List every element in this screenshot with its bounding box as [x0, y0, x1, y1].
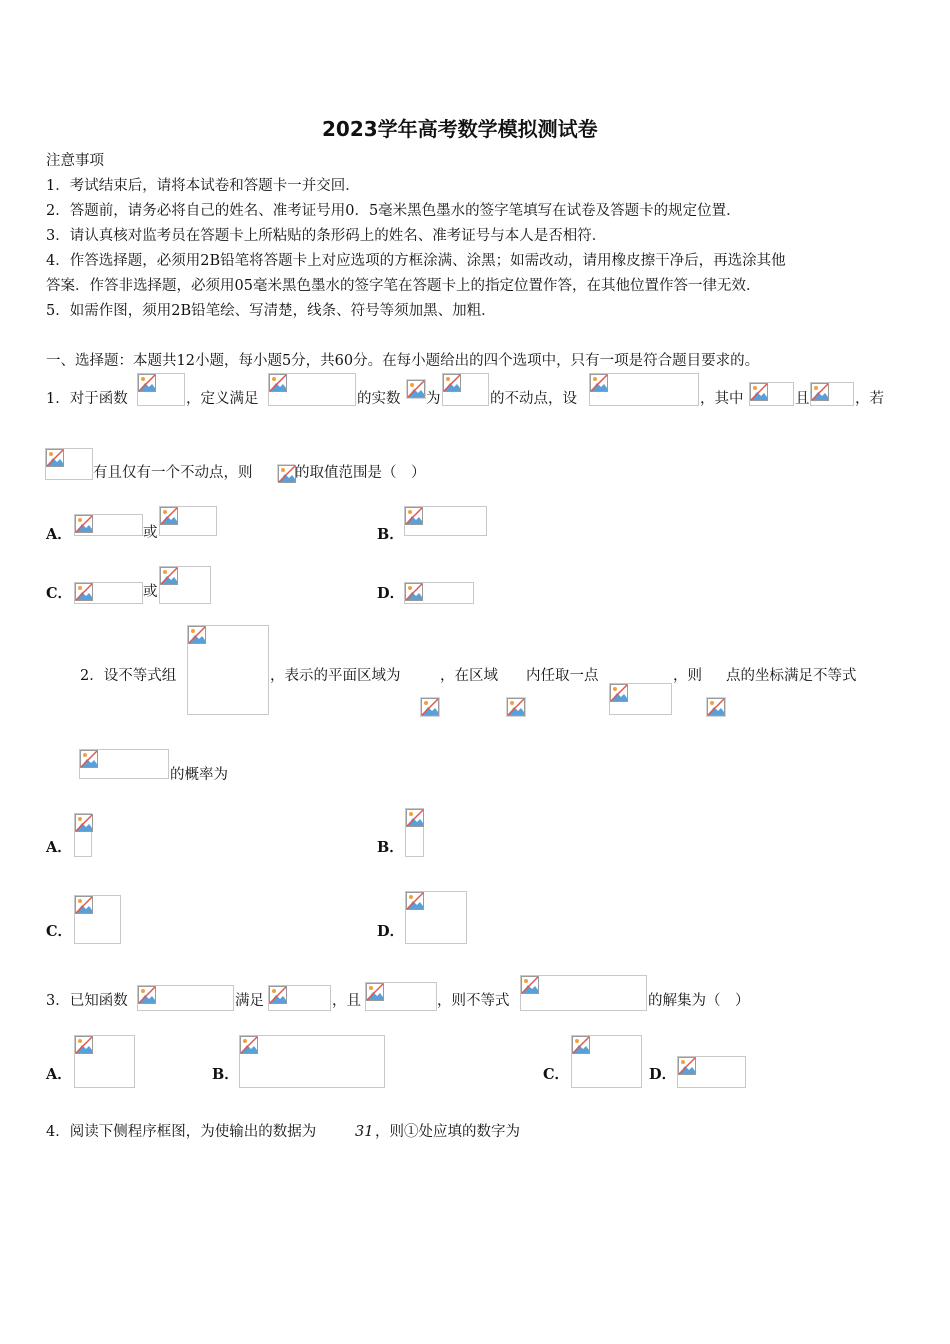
q3-text: ，且 — [332, 993, 361, 1009]
formula-image — [137, 373, 185, 406]
broken-image-icon — [405, 507, 423, 525]
q3-text: 3．已知函数 — [46, 993, 128, 1009]
option-a-label[interactable]: A． — [46, 1066, 72, 1083]
broken-image-icon — [507, 698, 525, 716]
formula-image — [406, 379, 426, 399]
broken-image-icon — [160, 507, 178, 525]
q1-text: 或 — [143, 584, 158, 600]
q2-text: 内任取一点 — [526, 668, 599, 684]
notice-item: 4．作答选择题，必须用2B铅笔将答题卡上对应选项的方框涂满、涂黑；如需改动，请用橡皮擦干净后，再选涂其他 — [46, 253, 786, 269]
q2-text: ，则 — [673, 668, 702, 684]
broken-image-icon — [406, 809, 424, 827]
option-b-formula — [404, 506, 487, 536]
formula-image — [609, 683, 672, 715]
formula-image — [365, 982, 437, 1011]
q1-text: ，定义满足 — [186, 391, 259, 407]
option-b-label[interactable]: B． — [212, 1066, 239, 1083]
broken-image-icon — [678, 1057, 696, 1075]
formula-image — [268, 373, 356, 406]
option-c-formula — [74, 582, 143, 604]
q3-text: 满足 — [235, 993, 264, 1009]
option-b-label[interactable]: B． — [377, 839, 404, 856]
q1-text: ，若 — [855, 391, 884, 407]
formula-image — [187, 625, 269, 715]
broken-image-icon — [366, 983, 384, 1001]
option-d-label[interactable]: D． — [649, 1066, 677, 1083]
formula-image — [277, 464, 295, 482]
option-b-formula — [405, 808, 424, 857]
broken-image-icon — [590, 374, 608, 392]
q1-text: 的实数 — [357, 391, 401, 407]
notice-item: 5．如需作图，须用2B铅笔绘、写清楚，线条、符号等须加黑、加粗． — [46, 303, 496, 319]
option-a-label[interactable]: A． — [46, 526, 72, 543]
q1-text: 或 — [143, 525, 158, 541]
broken-image-icon — [572, 1036, 590, 1054]
option-b-formula — [239, 1035, 385, 1088]
q1-text: ，其中 — [700, 391, 744, 407]
broken-image-icon — [811, 383, 829, 401]
q2-text: 2．设不等式组 — [80, 668, 177, 684]
notice-item: 3．请认真核对监考员在答题卡上所粘贴的条形码上的姓名、准考证号与本人是否相符． — [46, 228, 607, 244]
broken-image-icon — [240, 1036, 258, 1054]
broken-image-icon — [521, 976, 539, 994]
q1-text: 为 — [426, 391, 441, 407]
formula-image — [137, 985, 234, 1011]
broken-image-icon — [80, 750, 98, 768]
option-a-formula — [74, 1035, 135, 1088]
q4-text: 4．阅读下侧程序框图，为使输出的数据为 — [46, 1124, 317, 1140]
notice-item: 答案．作答非选择题，必须用05毫米黑色墨水的签字笔在答题卡上的指定位置作答，在其他位置作答一律无效． — [46, 278, 761, 294]
broken-image-icon — [75, 896, 93, 914]
formula-image — [420, 697, 440, 717]
formula-image — [749, 382, 794, 406]
option-c-formula — [159, 566, 211, 604]
notice-heading: 注意事项 — [46, 153, 104, 169]
option-d-label[interactable]: D． — [377, 923, 405, 940]
q2-text: 的概率为 — [170, 767, 228, 783]
option-c-label[interactable]: C． — [543, 1066, 570, 1083]
option-d-formula — [677, 1056, 746, 1088]
formula-image — [810, 382, 854, 406]
q4-text: ，则①处应填的数字为 — [375, 1124, 520, 1140]
q4-value: 31 — [355, 1124, 374, 1140]
formula-image — [589, 373, 699, 406]
broken-image-icon — [188, 626, 206, 644]
option-c-formula — [571, 1035, 642, 1088]
q2-text: ，在区域 — [440, 668, 498, 684]
formula-image — [79, 749, 169, 779]
broken-image-icon — [750, 383, 768, 401]
q1-text: 的取值范围是（ ） — [295, 465, 426, 481]
broken-image-icon — [160, 567, 178, 585]
broken-image-icon — [406, 892, 424, 910]
page-title: 2023学年高考数学模拟测试卷 — [322, 117, 598, 141]
notice-item: 2．答题前，请务必将自己的姓名、准考证号用0．5毫米黑色墨水的签字笔填写在试卷及答题卡的规定位置． — [46, 203, 741, 219]
broken-image-icon — [138, 986, 156, 1004]
broken-image-icon — [278, 465, 296, 483]
broken-image-icon — [269, 986, 287, 1004]
option-a-label[interactable]: A． — [46, 839, 72, 856]
q2-text: ，表示的平面区域为 — [270, 668, 401, 684]
q1-text: 的不动点，设 — [490, 391, 577, 407]
broken-image-icon — [610, 684, 628, 702]
option-d-label[interactable]: D． — [377, 585, 405, 602]
option-d-formula — [404, 582, 474, 604]
formula-image — [45, 448, 93, 480]
broken-image-icon — [707, 698, 725, 716]
formula-image — [268, 985, 331, 1011]
option-a-formula — [74, 813, 92, 857]
formula-image — [706, 697, 726, 717]
q2-text: 点的坐标满足不等式 — [726, 668, 857, 684]
broken-image-icon — [138, 374, 156, 392]
broken-image-icon — [75, 1036, 93, 1054]
q1-text: 且 — [795, 391, 810, 407]
option-c-formula — [74, 895, 121, 944]
option-c-label[interactable]: C． — [46, 923, 73, 940]
broken-image-icon — [46, 449, 64, 467]
broken-image-icon — [405, 583, 423, 601]
q3-text: 的解集为（ ） — [648, 993, 750, 1009]
formula-image — [520, 975, 647, 1011]
option-d-formula — [405, 891, 467, 944]
formula-image — [442, 373, 489, 406]
broken-image-icon — [75, 814, 93, 832]
broken-image-icon — [75, 515, 93, 533]
broken-image-icon — [421, 698, 439, 716]
broken-image-icon — [443, 374, 461, 392]
notice-item: 1．考试结束后，请将本试卷和答题卡一并交回． — [46, 178, 360, 194]
q3-text: ，则不等式 — [437, 993, 510, 1009]
option-a-formula — [159, 506, 217, 536]
broken-image-icon — [407, 380, 425, 398]
section-heading: 一、选择题：本题共12小题，每小题5分，共60分。在每小题给出的四个选项中，只有一项是符合题目要求的。 — [46, 353, 760, 369]
option-a-formula — [74, 514, 143, 536]
formula-image — [506, 697, 526, 717]
broken-image-icon — [269, 374, 287, 392]
option-b-label[interactable]: B． — [377, 526, 404, 543]
option-c-label[interactable]: C． — [46, 585, 73, 602]
q1-text: 有且仅有一个不动点，则 — [93, 465, 253, 481]
q1-text: 1．对于函数 — [46, 391, 128, 407]
broken-image-icon — [75, 583, 93, 601]
